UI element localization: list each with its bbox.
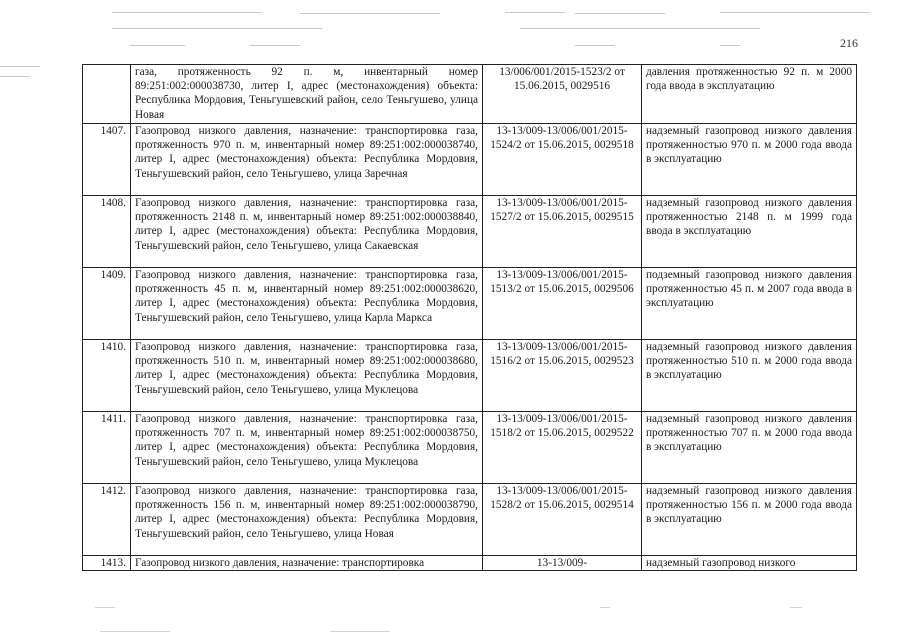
scan-artifact: [0, 66, 40, 67]
object-description: Газопровод низкого давления, назначение: транспортировка газа, протяженность 970 п. м, инвентарный номер 89:251:002:000038740, литер I, адрес (местонахождения) объекта: Республика Мордовия, Теньгушевский район, село Теньгушево, улица Заречная: [131, 124, 483, 196]
scan-artifact: [0, 76, 30, 77]
scan-artifact: [300, 13, 440, 14]
object-characteristics: надземный газопровод низкого: [642, 556, 857, 571]
registration-record: 13/006/001/2015-1523/2 от 15.06.2015, 0029516: [483, 65, 642, 124]
object-description: газа, протяженность 92 п. м, инвентарный номер 89:251:002:000038730, литер I, адрес (местонахождения) объекта: Республика Мордовия, Теньгушевский район, село Теньгушево, улица Новая: [131, 65, 483, 124]
object-description: Газопровод низкого давления, назначение: транспортировка газа, протяженность 2148 п. м, инвентарный номер 89:251:002:000038840, литер I, адрес (местонахождения) объекта: Республика Мордовия, Теньгушевский район, село Теньгушево, улица Сакаевская: [131, 196, 483, 268]
table-row: [83, 65, 857, 124]
object-description: Газопровод низкого давления, назначение: транспортировка газа, протяженность 45 п. м, инвентарный номер 89:251:002:000038620, литер I, адрес (местонахождения) объекта: Республика Мордовия, Теньгушевский район, село Теньгушево, улица Карла Маркса: [131, 268, 483, 340]
row-number: 1409.: [83, 268, 131, 340]
scan-artifact: [100, 631, 170, 632]
row-number: 1407.: [83, 124, 131, 196]
object-description: Газопровод низкого давления, назначение: транспортировка газа, протяженность 156 п. м, инвентарный номер 89:251:002:000038790, литер I, адрес (местонахождения) объекта: Республика Мордовия, Теньгушевский район, село Теньгушево, улица Новая: [131, 484, 483, 556]
table-row: [83, 412, 857, 484]
registration-record: 13-13/009-13/006/001/2015-1516/2 от 15.06.2015, 0029523: [483, 340, 642, 412]
object-description: Газопровод низкого давления, назначение: транспортировка газа, протяженность 510 п. м, инвентарный номер 89:251:002:000038680, литер I, адрес (местонахождения) объекта: Республика Мордовия, Теньгушевский район, село Теньгушево, улица Муклецова: [131, 340, 483, 412]
object-description: Газопровод низкого давления, назначение: транспортировка газа, протяженность 707 п. м, инвентарный номер 89:251:002:000038750, литер I, адрес (местонахождения) объекта: Республика Мордовия, Теньгушевский район, село Теньгушево, улица Муклецова: [131, 412, 483, 484]
row-number: 1412.: [83, 484, 131, 556]
scan-artifact: [505, 12, 565, 13]
scan-artifact: [330, 631, 390, 632]
scan-artifact: [720, 45, 740, 46]
table-row: [83, 556, 857, 571]
scan-artifact: [112, 12, 262, 13]
scan-artifact: [95, 607, 115, 608]
scan-artifact: [130, 45, 185, 46]
registry-table: [82, 64, 857, 571]
scan-artifact: [520, 28, 760, 29]
scan-artifact: [720, 12, 870, 13]
scan-artifact: [575, 13, 665, 14]
object-characteristics: надземный газопровод низкого давления протяженностью 510 п. м 2000 года ввода в эксплуатацию: [642, 340, 857, 412]
registration-record: 13-13/009-: [483, 556, 642, 571]
table-row: [83, 196, 857, 268]
table-row: [83, 124, 857, 196]
object-characteristics: подземный газопровод низкого давления протяженностью 45 п. м 2007 года ввода в эксплуатацию: [642, 268, 857, 340]
page-number: 216: [840, 36, 858, 50]
registration-record: 13-13/009-13/006/001/2015-1527/2 от 15.06.2015, 0029515: [483, 196, 642, 268]
scan-artifact: [790, 607, 802, 608]
scan-artifact: [250, 45, 300, 46]
registration-record: 13-13/009-13/006/001/2015-1513/2 от 15.06.2015, 0029506: [483, 268, 642, 340]
table-row: [83, 340, 857, 412]
scan-artifact: [575, 45, 615, 46]
object-description: Газопровод низкого давления, назначение: транспортировка: [131, 556, 483, 571]
object-characteristics: надземный газопровод низкого давления протяженностью 156 п. м 2000 года ввода в эксплуатацию: [642, 484, 857, 556]
registration-record: 13-13/009-13/006/001/2015-1528/2 от 15.06.2015, 0029514: [483, 484, 642, 556]
object-characteristics: надземный газопровод низкого давления протяженностью 2148 п. м 1999 года ввода в эксплуатацию: [642, 196, 857, 268]
registration-record: 13-13/009-13/006/001/2015-1518/2 от 15.06.2015, 0029522: [483, 412, 642, 484]
object-characteristics: надземный газопровод низкого давления протяженностью 970 п. м 2000 года ввода в эксплуатацию: [642, 124, 857, 196]
row-number: [83, 65, 131, 124]
row-number: 1411.: [83, 412, 131, 484]
object-characteristics: надземный газопровод низкого давления протяженностью 707 п. м 2000 года ввода в эксплуатацию: [642, 412, 857, 484]
row-number: 1408.: [83, 196, 131, 268]
object-characteristics: давления протяженностью 92 п. м 2000 года ввода в эксплуатацию: [642, 65, 857, 124]
table-row: [83, 268, 857, 340]
row-number: 1410.: [83, 340, 131, 412]
scan-artifact: [112, 28, 322, 29]
table-row: [83, 484, 857, 556]
row-number: 1413.: [83, 556, 131, 571]
registration-record: 13-13/009-13/006/001/2015-1524/2 от 15.06.2015, 0029518: [483, 124, 642, 196]
scan-artifact: [600, 607, 610, 608]
